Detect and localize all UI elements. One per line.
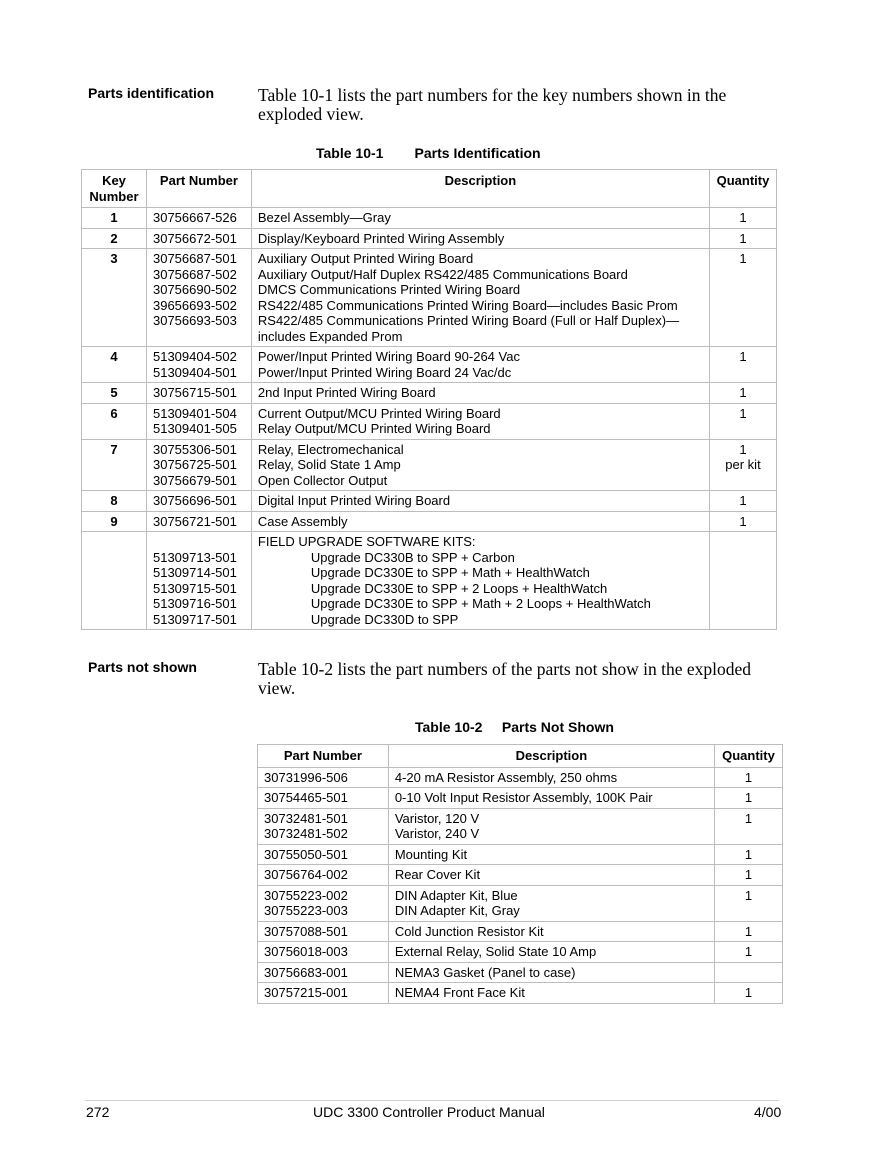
cell-line: per kit (725, 457, 761, 472)
cell-line: 30756696-501 (152, 493, 237, 508)
cell-line: 30757088-501 (264, 923, 348, 939)
part-number-cell (258, 983, 389, 1004)
description-cell (251, 383, 709, 404)
quantity-cell (709, 208, 776, 229)
part-number-cell (146, 403, 251, 439)
table-row (258, 942, 783, 963)
cell-line: 30756693-503 (152, 313, 237, 328)
description-cell (388, 921, 714, 942)
cell-line: 39656693-502 (152, 297, 237, 313)
description-header: Description (251, 170, 709, 208)
key-number-cell: 1 (82, 208, 147, 229)
cell-line: NEMA4 Front Face Kit (394, 985, 525, 1000)
cell-line: 1 (739, 349, 747, 364)
quantity-cell: 1 (715, 983, 783, 1004)
upgrade-kit-item: Upgrade DC330D to SPP (310, 611, 459, 627)
cell-line: 51309714-501 (152, 565, 237, 580)
key-number-cell: 2 (82, 228, 147, 249)
cell-line: 51309404-502 (152, 349, 237, 364)
cell-line: 30732481-501 (264, 810, 348, 826)
description-cell (388, 885, 714, 921)
cell-line: 4-20 mA Resistor Assembly, 250 ohms (394, 769, 618, 785)
part-number-cell (258, 921, 389, 942)
description-cell (251, 491, 709, 512)
part-number-header: Part Number (146, 170, 251, 208)
footer-divider (85, 1100, 779, 1101)
cell-line: Bezel Assembly—Gray (257, 210, 391, 225)
parts-not-shown-table (257, 744, 783, 1004)
table-row (258, 844, 783, 865)
table-10-2-caption: Table 10-2 Parts Not Shown (415, 719, 614, 735)
part-number-cell (146, 347, 251, 383)
part-number-cell (146, 491, 251, 512)
part-number-cell (146, 383, 251, 404)
cell-line: Relay, Electromechanical (257, 441, 404, 457)
description-header: Description (388, 745, 714, 768)
quantity-cell: 1 (715, 885, 783, 921)
cell-line: Relay Output/MCU Printed Wiring Board (257, 421, 491, 436)
cell-line: Current Output/MCU Printed Wiring Board (257, 405, 501, 421)
cell-line: 30755050-501 (264, 846, 348, 862)
part-number-cell (146, 208, 251, 229)
table-10-1-caption: Table 10-1 Parts Identification (316, 145, 541, 161)
cell-line: 30756667-526 (152, 210, 237, 225)
key-number-header: Key Number (82, 170, 147, 208)
part-number-cell (146, 228, 251, 249)
table-row (82, 228, 777, 249)
cell-line: Open Collector Output (257, 472, 388, 488)
cell-line: 30731996-506 (264, 769, 348, 785)
cell-line: 30757215-001 (264, 985, 348, 1000)
part-number-header: Part Number (258, 745, 389, 768)
quantity-cell (709, 403, 776, 439)
cell-line: 30756715-501 (152, 385, 237, 400)
description-cell (251, 249, 709, 347)
quantity-cell (709, 532, 776, 630)
cell-line: 30756721-501 (152, 513, 237, 529)
key-number-cell: 8 (82, 491, 147, 512)
description-cell (388, 942, 714, 963)
quantity-cell (709, 228, 776, 249)
key-number-cell: 5 (82, 383, 147, 404)
cell-line: 30756687-501 (152, 251, 237, 266)
cell-line: Cold Junction Resistor Kit (394, 923, 544, 939)
part-number-cell (258, 767, 389, 788)
section-heading-parts-identification: Parts identification (88, 85, 215, 101)
quantity-cell: 1 (715, 942, 783, 963)
cell-line: 51309713-501 (152, 549, 237, 565)
cell-line: 51309401-505 (152, 421, 237, 436)
quantity-cell: 1 (715, 788, 783, 809)
cell-line: RS422/485 Communications Printed Wiring Board (Full or Half Duplex)— (257, 313, 680, 328)
cell-line: External Relay, Solid State 10 Amp (394, 944, 597, 959)
section-heading-parts-not-shown: Parts not shown (88, 659, 197, 675)
description-cell (251, 208, 709, 229)
part-number-cell (258, 788, 389, 809)
quantity-cell (709, 491, 776, 512)
part-number-cell (258, 942, 389, 963)
table-row (82, 208, 777, 229)
cell-line: 30755223-002 (264, 887, 348, 903)
description-cell (251, 228, 709, 249)
description-cell (251, 511, 709, 532)
quantity-cell (709, 249, 776, 347)
cell-line: Rear Cover Kit (394, 867, 481, 882)
part-number-cell (258, 865, 389, 886)
parts-identification-table (81, 169, 777, 630)
quantity-cell: 1 (715, 844, 783, 865)
cell-line: 1 (739, 493, 747, 508)
table-row (258, 921, 783, 942)
cell-line: 30732481-502 (264, 826, 348, 841)
upgrade-kit-item: Upgrade DC330E to SPP + Math + HealthWatch (310, 565, 590, 580)
cell-line: 30756687-502 (152, 266, 237, 282)
cell-line: RS422/485 Communications Printed Wiring Board—includes Basic Prom (257, 297, 678, 313)
table-row (258, 767, 783, 788)
cell-line: DIN Adapter Kit, Blue (394, 887, 518, 903)
cell-line: Mounting Kit (394, 846, 468, 862)
cell-line: 1 (739, 210, 747, 225)
quantity-cell: 1 (715, 808, 783, 844)
cell-line: 30756679-501 (152, 472, 237, 488)
section-intro-parts-not-shown: Table 10-2 lists the part numbers of the parts not show in the exploded view. (258, 659, 752, 698)
cell-spacer (153, 534, 245, 550)
key-number-cell: 4 (82, 347, 147, 383)
upgrade-kit-item: Upgrade DC330E to SPP + Math + 2 Loops + HealthWatch (310, 596, 651, 611)
table-row (258, 885, 783, 921)
cell-line: DMCS Communications Printed Wiring Board (257, 282, 521, 297)
cell-line: 2nd Input Printed Wiring Board (257, 385, 436, 400)
cell-line: 30756672-501 (152, 230, 237, 246)
part-number-cell (146, 249, 251, 347)
footer-date: 4/00 (754, 1104, 782, 1120)
description-cell (388, 962, 714, 983)
cell-line: 51309401-504 (152, 405, 237, 421)
quantity-header: Quantity (715, 745, 783, 768)
cell-line: 51309404-501 (152, 364, 237, 380)
description-cell (388, 767, 714, 788)
table-row (82, 249, 777, 347)
cell-line: NEMA3 Gasket (Panel to case) (394, 964, 576, 980)
upgrade-kits-title: FIELD UPGRADE SOFTWARE KITS: (257, 534, 476, 549)
cell-line: 51309716-501 (152, 596, 237, 611)
cell-line: 1 (739, 251, 747, 266)
cell-line: 1 (739, 513, 747, 529)
cell-line: 1 (739, 441, 747, 457)
table-row (82, 383, 777, 404)
cell-line: 30754465-501 (264, 790, 348, 805)
cell-line: 1 (739, 405, 747, 421)
key-number-cell: 7 (82, 439, 147, 491)
cell-line: Varistor, 240 V (394, 826, 480, 841)
footer-page-number: 272 (86, 1104, 110, 1120)
description-cell (251, 532, 709, 630)
upgrade-kits-row (82, 532, 777, 630)
table-row (82, 491, 777, 512)
cell-line: Digital Input Printed Wiring Board (257, 493, 451, 508)
part-number-cell (146, 511, 251, 532)
cell-line: 30756018-003 (264, 944, 348, 959)
table-row (258, 962, 783, 983)
description-cell (388, 865, 714, 886)
quantity-cell (709, 439, 776, 491)
cell-line: 30755223-003 (264, 903, 348, 918)
quantity-cell: 1 (715, 865, 783, 886)
quantity-cell: 1 (715, 767, 783, 788)
cell-line: 51309717-501 (152, 611, 237, 627)
cell-line: Power/Input Printed Wiring Board 90-264 Vac (257, 349, 520, 364)
cell-line: 30756764-002 (264, 867, 348, 882)
part-number-cell (258, 844, 389, 865)
cell-line: 1 (739, 385, 747, 400)
footer-manual-title: UDC 3300 Controller Product Manual (313, 1104, 545, 1120)
upgrade-kit-item: Upgrade DC330B to SPP + Carbon (310, 549, 515, 565)
table-row (258, 983, 783, 1004)
cell-line: 51309715-501 (152, 580, 237, 596)
table-row (258, 865, 783, 886)
cell-line: Display/Keyboard Printed Wiring Assembly (257, 230, 505, 246)
key-number-cell: 3 (82, 249, 147, 347)
part-number-cell (258, 808, 389, 844)
table-row (258, 788, 783, 809)
cell-line: 30756725-501 (152, 457, 237, 472)
cell-line: Relay, Solid State 1 Amp (257, 457, 401, 472)
cell-line: Auxiliary Output Printed Wiring Board (257, 251, 474, 266)
table-row (82, 403, 777, 439)
description-cell (388, 808, 714, 844)
table-row (82, 511, 777, 532)
quantity-header: Quantity (709, 170, 776, 208)
cell-line: 30755306-501 (152, 441, 237, 457)
part-number-cell (146, 532, 251, 630)
quantity-cell: 1 (715, 921, 783, 942)
key-number-cell: 9 (82, 511, 147, 532)
cell-line: Case Assembly (257, 513, 348, 529)
description-cell (251, 347, 709, 383)
key-number-cell: 6 (82, 403, 147, 439)
description-cell (251, 403, 709, 439)
cell-line: Auxiliary Output/Half Duplex RS422/485 Communications Board (257, 266, 628, 282)
table-header-row (258, 745, 783, 768)
upgrade-kit-item: Upgrade DC330E to SPP + 2 Loops + HealthWatch (310, 580, 608, 596)
table-row (82, 347, 777, 383)
cell-line: 30756690-502 (152, 282, 237, 297)
description-cell (388, 788, 714, 809)
cell-line: 0-10 Volt Input Resistor Assembly, 100K Pair (394, 790, 653, 805)
part-number-cell (146, 439, 251, 491)
part-number-cell (258, 962, 389, 983)
quantity-cell (709, 511, 776, 532)
cell-line: DIN Adapter Kit, Gray (394, 903, 520, 918)
part-number-cell (258, 885, 389, 921)
cell-line: Varistor, 120 V (394, 810, 480, 826)
key-number-cell (82, 532, 147, 630)
quantity-cell (709, 347, 776, 383)
cell-line: 1 (739, 230, 747, 246)
table-header-row (82, 170, 777, 208)
description-cell (388, 844, 714, 865)
quantity-cell (709, 383, 776, 404)
description-cell (251, 439, 709, 491)
section-intro-parts-identification: Table 10-1 lists the part numbers for the key numbers shown in the exploded view. (258, 85, 727, 124)
table-row (82, 439, 777, 491)
description-cell (388, 983, 714, 1004)
quantity-cell (715, 962, 783, 983)
cell-line: Power/Input Printed Wiring Board 24 Vac/dc (257, 364, 512, 380)
table-row (258, 808, 783, 844)
cell-line: includes Expanded Prom (257, 328, 403, 344)
cell-line: 30756683-001 (264, 964, 348, 980)
